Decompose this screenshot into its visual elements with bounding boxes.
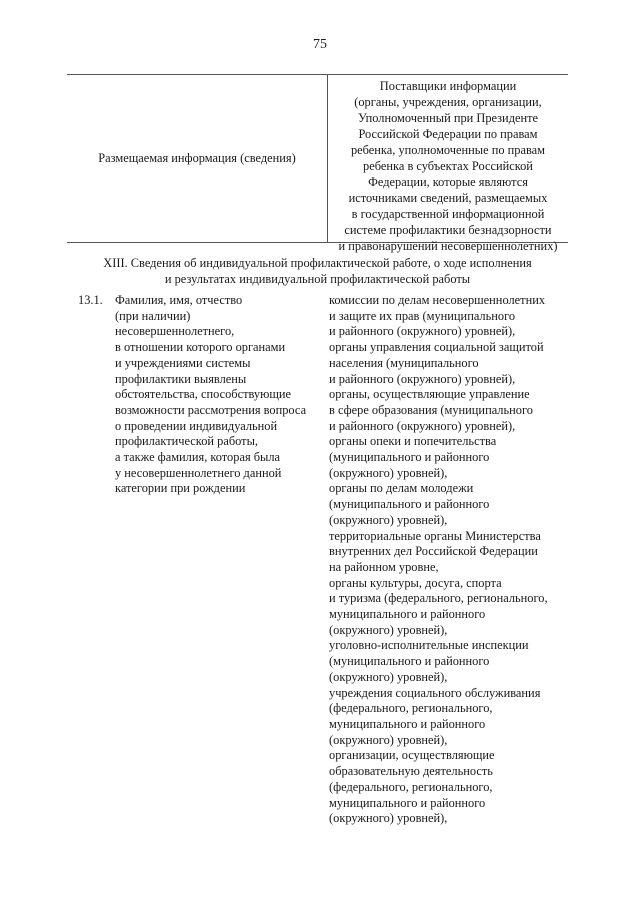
header-providers-line: (органы, учреждения, организации, bbox=[354, 95, 542, 109]
row-providers-line: муниципального и районного bbox=[329, 795, 486, 810]
row-providers-line: и районного (окружного) уровней), bbox=[329, 324, 516, 339]
header-providers-line: ребенка в субъектах Российской bbox=[363, 159, 533, 173]
row-providers-line: организации, осуществляющие bbox=[329, 748, 495, 763]
row-providers-line: муниципального и районного bbox=[329, 716, 486, 731]
row-information-cell bbox=[115, 293, 325, 497]
row-information-line: у несовершеннолетнего данной bbox=[115, 465, 282, 480]
row-providers-line: муниципального и районного bbox=[329, 607, 486, 622]
row-providers-cell bbox=[329, 293, 569, 827]
row-providers-line: (окружного) уровней), bbox=[329, 732, 448, 747]
row-providers-line: (муниципального и районного bbox=[329, 654, 490, 669]
row-information-line: Фамилия, имя, отчество bbox=[115, 293, 243, 307]
row-providers-line: (окружного) уровней), bbox=[329, 465, 448, 480]
row-information-line: профилактической работы, bbox=[115, 434, 258, 449]
row-providers-line: (федерального, регионального, bbox=[329, 701, 493, 716]
section-title-line: и результатах индивидуальной профилактической работы bbox=[164, 272, 471, 286]
header-column-information bbox=[67, 74, 327, 242]
header-column-providers bbox=[328, 78, 568, 254]
header-providers-line: Уполномоченный при Президенте bbox=[357, 111, 539, 125]
row-providers-line: (окружного) уровней), bbox=[329, 811, 448, 826]
row-information-line: профилактики выявлены bbox=[115, 371, 247, 386]
row-providers-line: органы, осуществляющие управление bbox=[329, 387, 530, 402]
row-providers-line: органы управления социальной защитой bbox=[329, 340, 544, 355]
header-providers-line: и правонарушений несовершеннолетних) bbox=[338, 239, 558, 253]
row-information-line: о проведении индивидуальной bbox=[115, 418, 278, 433]
header-providers-line: системе профилактики безнадзорности bbox=[344, 223, 552, 237]
row-information-line: и учреждениями системы bbox=[115, 355, 251, 370]
row-providers-line: (окружного) уровней), bbox=[329, 622, 448, 637]
row-providers-line: на районном уровне, bbox=[329, 559, 439, 574]
row-information-line: возможности рассмотрения вопроса bbox=[115, 402, 307, 417]
row-providers-line: и районного (окружного) уровней), bbox=[329, 418, 516, 433]
row-providers-line: учреждения социального обслуживания bbox=[329, 685, 541, 700]
row-providers-line: уголовно-исполнительные инспекции bbox=[329, 638, 529, 653]
row-providers-line: и туризма (федерального, регионального, bbox=[329, 591, 548, 606]
row-providers-line: (федерального, регионального, bbox=[329, 779, 493, 794]
row-information-line: а также фамилия, которая была bbox=[115, 450, 281, 465]
row-information-line: обстоятельства, способствующие bbox=[115, 387, 292, 402]
row-providers-line: и районного (окружного) уровней), bbox=[329, 371, 516, 386]
row-providers-line: территориальные органы Министерства bbox=[329, 528, 541, 543]
section-title bbox=[67, 255, 568, 287]
header-information-label: Размещаемая информация (сведения) bbox=[98, 151, 296, 165]
row-providers-line: населения (муниципального bbox=[329, 355, 479, 370]
row-providers-line: (окружного) уровней), bbox=[329, 669, 448, 684]
page-number: 75 bbox=[313, 37, 327, 52]
row-information-line: (при наличии) bbox=[115, 308, 191, 323]
row-providers-line: комиссии по делам несовершеннолетних bbox=[329, 293, 546, 307]
row-providers-line: внутренних дел Российской Федерации bbox=[329, 544, 538, 559]
row-information-line: в отношении которого органами bbox=[115, 340, 286, 355]
section-title-line: XIII. Сведения об индивидуальной профилактической работе, о ходе исполнения bbox=[103, 256, 532, 270]
header-providers-line: в государственной информационной bbox=[351, 207, 545, 221]
row-providers-line: и защите их прав (муниципального bbox=[329, 308, 516, 323]
row-information-line: несовершеннолетнего, bbox=[115, 324, 235, 339]
row-providers-line: органы опеки и попечительства bbox=[329, 434, 497, 449]
row-information-line: категории при рождении bbox=[115, 481, 246, 496]
row-providers-line: в сфере образования (муниципального bbox=[329, 402, 533, 417]
row-number: 13.1. bbox=[78, 293, 103, 307]
header-providers-line: Поставщики информации bbox=[379, 79, 517, 93]
header-providers-line: источниками сведений, размещаемых bbox=[348, 191, 548, 205]
header-providers-line: Федерации, которые являются bbox=[368, 175, 528, 189]
row-providers-line: (окружного) уровней), bbox=[329, 512, 448, 527]
row-providers-line: (муниципального и районного bbox=[329, 497, 490, 512]
row-providers-line: (муниципального и районного bbox=[329, 450, 490, 465]
header-providers-line: ребенка, уполномоченные по правам bbox=[350, 143, 546, 157]
row-providers-line: органы культуры, досуга, спорта bbox=[329, 575, 502, 590]
row-providers-line: органы по делам молодежи bbox=[329, 481, 474, 496]
header-providers-line: Российской Федерации по правам bbox=[358, 127, 538, 141]
row-providers-line: образовательную деятельность bbox=[329, 764, 493, 779]
